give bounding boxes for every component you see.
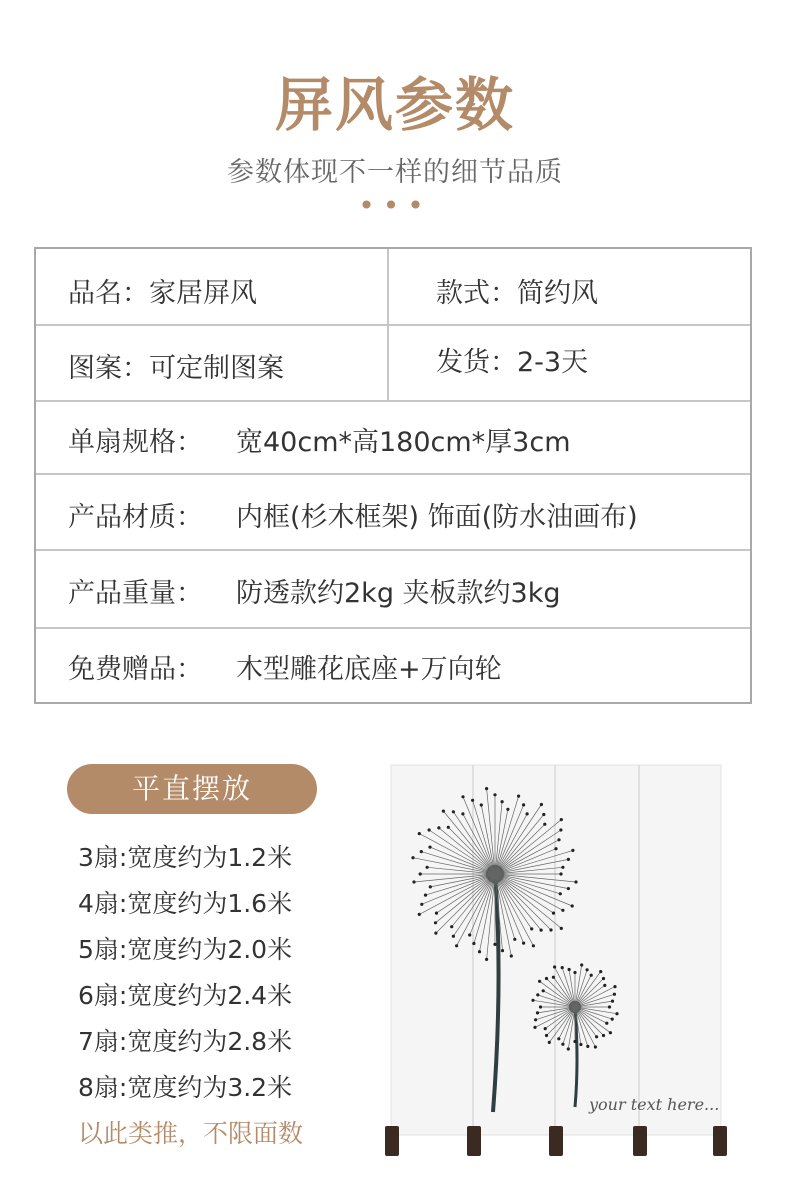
spec-table [34, 247, 752, 704]
spec-size-label: 单扇规格： [68, 427, 203, 458]
spec-row-name-style [36, 249, 750, 326]
width-list [78, 840, 303, 1162]
spec-row-pattern-shipping [36, 326, 750, 402]
spec-row-gift [36, 629, 750, 702]
page-title: 屏风参数 [274, 71, 515, 139]
spec-name: 品名：家居屏风 [68, 278, 257, 309]
width-item: 7扇:宽度约为2.8米 [78, 1027, 293, 1056]
spec-row-weight [36, 551, 750, 629]
spec-gift-label: 免费赠品： [68, 654, 203, 685]
spec-row-size [36, 402, 750, 475]
spec-weight-value: 防透款约2kg 夹板款约3kg [236, 578, 561, 609]
spec-style: 款式：简约风 [436, 278, 598, 309]
spec-gift-value: 木型雕花底座+万向轮 [236, 654, 502, 685]
folding-screen-image [383, 762, 728, 1162]
spec-weight-label: 产品重量： [68, 578, 203, 609]
flat-layout-badge: 平直摆放 [67, 764, 317, 814]
width-item: 4扇:宽度约为1.6米 [78, 889, 293, 918]
spec-pattern: 图案：可定制图案 [68, 353, 284, 384]
spec-material-label: 产品材质： [68, 502, 203, 533]
screen-script-text: your text here... [589, 1095, 720, 1114]
decorative-dots: ••• [358, 189, 432, 222]
width-item: 5扇:宽度约为2.0米 [78, 935, 293, 964]
width-note: 以此类推，不限面数 [78, 1119, 304, 1148]
spec-shipping: 发货：2-3天 [436, 347, 589, 378]
spec-row-material [36, 475, 750, 551]
page-subtitle: 参数体现不一样的细节品质 [227, 157, 563, 188]
width-item: 8扇:宽度约为3.2米 [78, 1073, 293, 1102]
spec-column-divider [387, 249, 389, 402]
width-item: 3扇:宽度约为1.2米 [78, 843, 293, 872]
spec-material-value: 内框(杉木框架) 饰面(防水油画布) [236, 502, 638, 533]
width-item: 6扇:宽度约为2.4米 [78, 981, 293, 1010]
spec-size-value: 宽40cm*高180cm*厚3cm [236, 427, 571, 458]
